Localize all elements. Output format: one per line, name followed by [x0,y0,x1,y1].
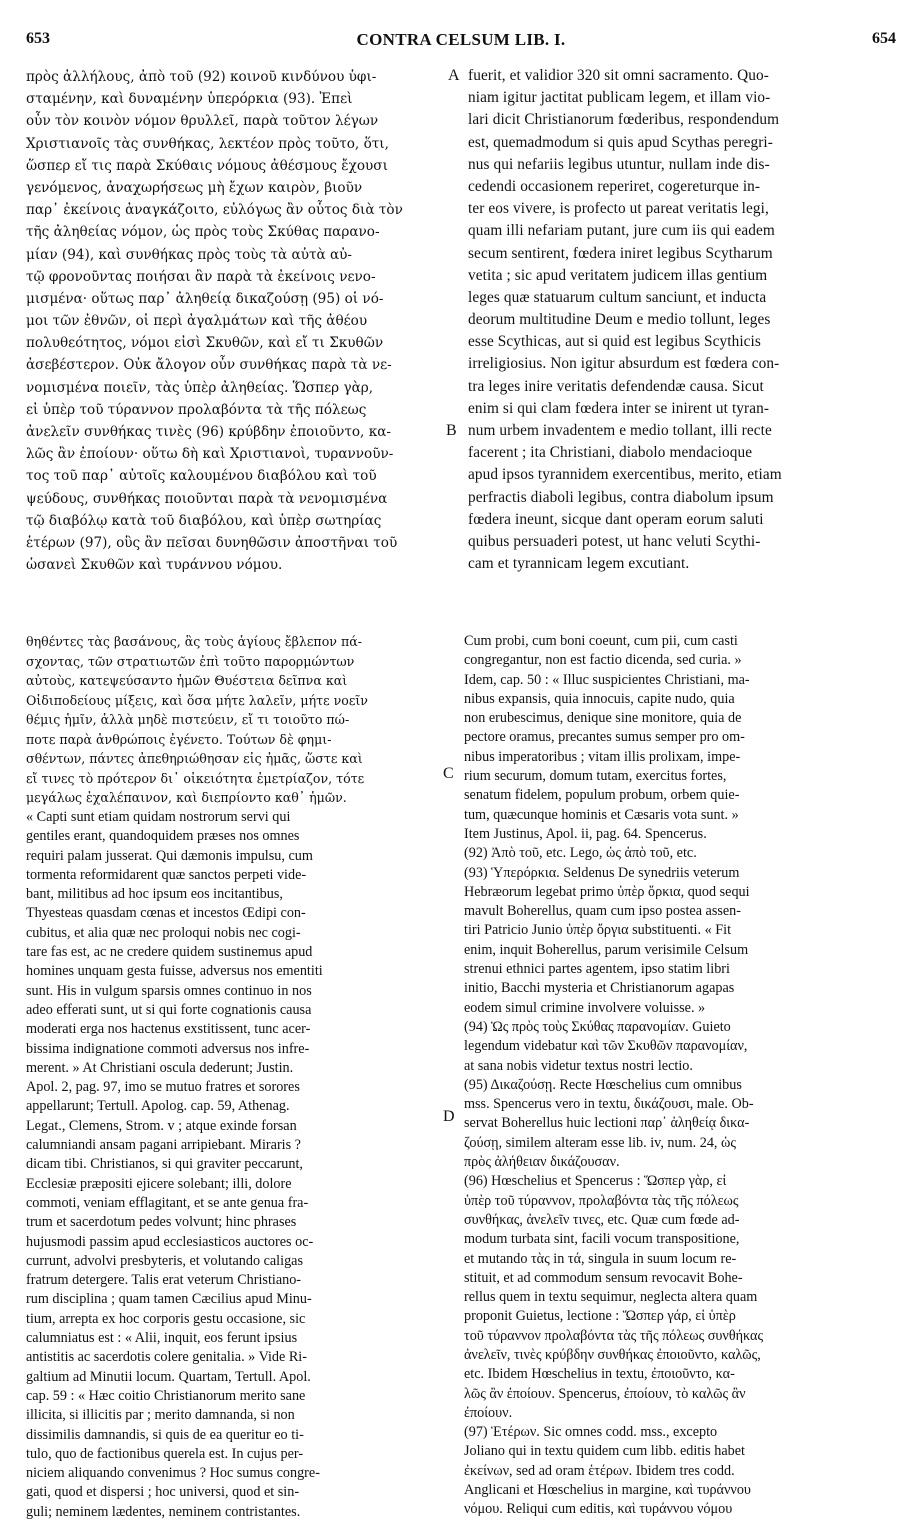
text-line: μεγάλως ἐχαλέπαινον, καὶ διεπρίοντο καθ᾽ ἡμῶν. [26,790,347,805]
text-line: guli; neminem lædentes, neminem contristantes. [26,1503,301,1520]
text-line: μοι τῶν ἐθνῶν, οἱ περὶ ἀγαλμάτων καὶ τῆς ἀθέου [26,313,368,330]
text-line: tare fas est, ac ne credere quidem sustinemus apud [26,944,313,961]
text-line: appellarunt; Tertull. Apolog. cap. 59, Athenag. [26,1098,290,1115]
text-line: currunt, advolvi presbyteris, et volutando caligas [26,1252,303,1269]
text-line: modum turbata sint, facili vocum transpositione, [464,1231,740,1248]
text-line: merent. » At Christiani oscula dederunt; Justin. [26,1059,294,1076]
text-line: τοῦ τύραννον προλαβόντα τὰς τῆς πόλεως συνθήκας [464,1327,764,1344]
text-line: λῶς ἂν ἐποίουν. Spencerus, ἐποίουν, τὸ καλῶς ἂν [464,1385,746,1402]
text-line: Οἰδιποδείους μίξεις, καὶ ὅσα μήτε λαλεῖν, μήτε νοεῖν [26,692,368,708]
text-line: ὥσπερ εἴ τις παρὰ Σκύθαις νόμους ἀθέσμους ἔχουσι [26,157,388,174]
text-line: gati, quod et dispersi ; hoc universi, quod et sin- [26,1484,300,1501]
text-line: cap. 59 : « Hæc coitio Christianorum merito sane [26,1387,306,1404]
text-line: ἐκείνων, sed ad oram ἑτέρων. Ibidem tres codd. [464,1462,735,1479]
greek-text-column [26,66,444,576]
text-line: Legat., Clemens, Strom. v ; atque exinde forsan [26,1117,297,1134]
text-line: facerent ; ita Christiani, diabolo mendacioque [468,444,753,462]
text-line: τῷ διαβόλῳ κατὰ τοῦ διαβόλου, καὶ ὑπὲρ σωτηρίας [26,512,382,529]
text-line: Χριστιανοῖς τὰς συνθήκας, λεκτέον πρὸς τοῦτο, ὅτι, [26,135,389,152]
text-line: at sana nobis videtur textus nostri lectio. [464,1057,693,1074]
text-line: Ecclesiæ præpositi ejicere solebant; illi, dolore [26,1175,292,1192]
text-line: enim si qui clam fœdera inter se inirent ut tyran- [468,399,770,417]
text-line: hujusmodi passim apud ecclesiasticos auctores oc- [26,1233,314,1250]
text-line: est, quemadmodum si quis apud Scythas peregri- [468,133,773,151]
running-title: CONTRA CELSUM LIB. I. [356,30,566,49]
margin-letter-c: C [443,765,454,782]
text-line: tum, quæcunque hominis et Cæsaris vota sunt. » [464,806,739,823]
text-line: enim, inquit Boherellus, parum verisimile Celsum [464,941,749,958]
text-line: fratrum detergere. Talis erat veterum Christiano- [26,1272,302,1289]
text-line: σθέντων, πάντες ἀπεθηριώθησαν εἰς ἡμᾶς, ὥστε καὶ [26,751,363,766]
text-line: num urbem invadentem e medio tollant, illi recte [468,422,772,439]
text-line: Item Justinus, Apol. ii, pag. 64. Spencerus. [464,825,707,842]
text-line: initio, Bacchi mysteria et Christianorum agapas [464,980,735,997]
text-line: ἀνελεῖν συνθήκας τινὲς (96) κρύβδην ἐποιοῦντο, κα- [26,424,391,440]
text-line: ποτε παρὰ ἀνθρώποις ἐγένετο. Τούτων δὲ φημι- [26,731,332,747]
text-line: (92) Ἀπὸ τοῦ, etc. Lego, ὡς ἀπὸ τοῦ, etc. [464,845,697,862]
text-line: sunt. His in vulgum sparsis omnes continuo in nos [26,982,312,999]
text-line: τος τοῦ παρ᾽ αὐτοῖς καλουμένου διαβόλου καὶ τοῦ [26,468,377,485]
text-line: leges quæ statuarum cultum sanciunt, et inducta [468,288,767,306]
text-line: ζούσῃ, similem alteram esse lib. iv, num. 24, ὡς [464,1134,736,1151]
text-line: οὖν τὸν κοινὸν νόμον θρυλλεῖ, παρὰ τοῦτον λέγων [26,113,379,130]
text-line: fœdera ineunt, sicque dant operam eorum saluti [468,510,764,528]
text-line: homines unquam gesta fuisse, adversus nos ementiti [26,963,323,980]
text-line: (97) Ἑτέρων. Sic omnes codd. mss., excepto [464,1424,718,1441]
text-line: Thyesteas quasdam cœnas et incestos Œdipi con- [26,905,306,922]
text-line: Apol. 2, pag. 97, imo se mutuo fratres et sorores [26,1079,300,1096]
text-line: quam illi nefariam putant, jure cum iis qui eadem [468,222,775,240]
text-line: νομισμένα ποιεῖν, τὰς ὑπὲρ ἀληθείας. Ὥσπερ γὰρ, [26,379,374,396]
text-line: μισμένα· οὕτως παρ᾽ ἀληθείᾳ δικαζούσῃ (95) οἱ νό- [26,290,384,307]
text-line: pectore oramus, precantes sumus semper pro om- [464,729,745,746]
text-line: σταμένην, καὶ δυναμένην ὑπερόρκια (93). Ἐπεὶ [26,91,353,108]
text-line: illicita, si illicitis par ; merito damnanda, si non [26,1407,295,1424]
text-line: « Capti sunt etiam quidam nostrorum servi qui [26,809,291,825]
text-line: cedendi occasionem reperiret, cogereturque in- [468,177,761,195]
text-line: πρὸς ἀλλήλους, ἀπὸ τοῦ (92) κοινοῦ κινδύνου ὑφι- [26,69,377,85]
text-line: εἰ ὑπὲρ τοῦ τύραννον προλαβόντα τὰ τῆς πόλεως [26,401,367,418]
text-line: Anglicani et Hœschelius in margine, καὶ τυράννου [464,1482,751,1499]
text-line: bant, militibus ad hoc ipsum eos incitantibus, [26,886,283,903]
text-line: servat Boherellus huic lectioni παρ᾽ ἀληθείᾳ δικα- [464,1115,750,1132]
text-line: tormenta reformidarent quæ sanctos perpeti vide- [26,866,307,883]
text-line: τῆς ἀληθείας νόμον, ὡς πρὸς τοὺς Σκύθας παρανο- [26,224,380,241]
text-line: secum sentirent, fœdera iniret legibus Scytharum [468,244,773,262]
margin-letter-b: B [446,422,457,439]
text-line: nibus expansis, quia innocuis, capite nudo, quia [464,690,735,707]
text-line: παρ᾽ ἐκείνοις ἀναγκάζοιτο, εὐλόγως ἂν οὗτος διὰ τὸν [26,202,403,219]
text-line: deorum multitudine Deum e medio tollunt, leges [468,311,771,329]
text-line: nus qui nefariis legibus utuntur, nullam inde dis- [468,155,770,173]
text-line: πρὸς ἀλήθειαν δικάζουσαν. [464,1154,620,1171]
text-line: ἐποίουν. [464,1404,513,1421]
text-line: γενόμενος, ἀναχωρήσεως μὴ ἔχων καιρὸν, βιοῦν [26,179,363,196]
text-line: proponit Guietus, lectione : Ὥσπερ γάρ, εἰ ὑπὲρ [464,1308,736,1325]
text-line: dicam tibi. Christianos, si qui graviter peccarunt, [26,1156,303,1173]
text-line: tium, arrepta ex hoc corporis gestu occasione, sic [26,1310,306,1327]
text-line: Joliano qui in textu quidem cum libb. editis habet [464,1443,745,1460]
text-line: μίαν (94), καὶ συνθήκας πρὸς τοὺς τὰ αὐτὰ αὐ- [26,246,353,263]
text-line: Hebræorum legebat primo ὑπὲρ ὅρκια, quod sequi [464,883,750,900]
text-line: ἀνελεῖν, τινὲς κρύβδην συνθήκας ἐποιοῦντο, καλῶς, [464,1346,761,1363]
latin-translation-column [468,65,908,575]
text-line: Idem, cap. 50 : « Illuc suspicientes Christiani, ma- [464,671,750,688]
text-line: συνθήκας, ἀνελεῖν τινες, etc. Quæ cum fœde ad- [464,1211,740,1228]
text-line: niciem aliquando convenimus ? Hoc sumus congre- [26,1465,320,1482]
text-line: trum et sacerdotum pedes volvunt; hinc phrases [26,1214,297,1231]
text-line: senatum fidelem, populum probum, orbem quie- [464,787,740,804]
text-line: σχοντας, τῶν στρατιωτῶν ἐπὶ τοῦτο παρορμώντων [26,653,355,669]
text-line: lari dicit Christianorum fœderibus, respondendum [468,111,780,129]
text-line: ter eos vivere, is profecto ut pareat veritatis legi, [468,200,769,218]
text-line: cubitus, et alia quæ nec proloqui nobis nec cogi- [26,924,301,941]
text-line: bissima indignatione commoti adversus nos infre- [26,1040,310,1057]
notes-left-column [26,808,444,1522]
text-line: apud ipsos tyrannidem exercentibus, merito, etiam [468,466,782,484]
text-line: niam igitur jactitat publicam legem, et illam vio- [468,89,771,107]
text-line: strenui ethnici partes agentem, ipso statim libri [464,961,730,978]
text-line: requiri palam jusserat. Qui dæmonis impulsu, cum [26,847,313,864]
text-line: rum disciplina ; quam tamen Cæcilius apud Minu- [26,1291,312,1308]
notes-right-column [464,632,908,1520]
text-line: (94) Ὡς πρὸς τοὺς Σκύθας παρανομίαν. Guieto [464,1018,731,1035]
margin-letter-d: D [443,1108,455,1125]
text-line: (95) Δικαζούσῃ. Recte Hœschelius cum omnibus [464,1076,742,1093]
text-line: calumniatus est : « Alii, inquit, eos ferunt ipsius [26,1330,298,1347]
text-line: perfractis diaboli legibus, contra diabolum ipsum [468,488,774,506]
text-line: nibus imperatoribus ; vitam illis prolixam, impe- [464,748,741,765]
text-line: tiri Patricio Junio ὑπὲρ ὄργια substituenti. « Fit [464,922,732,939]
text-line: (96) Hœschelius et Spencerus : Ὥσπερ γὰρ, εἰ [464,1173,727,1190]
text-line: νόμου. Reliqui cum editis, καὶ τυράννου νόμου [464,1501,733,1518]
text-line: stituit, et ad commodum sensum revocavit Bohe- [464,1269,743,1286]
page-number-right: 654 [872,30,896,47]
margin-letter-a: A [448,67,460,84]
text-line: mss. Spencerus vero in textu, δικάζουσι, male. Ob- [464,1096,754,1113]
text-line: ἀσεβέστερον. Οὐκ ἄλογον οὖν συνθήκας παρὰ τὰ νε- [26,357,392,374]
text-line: rellus quem in textu sequimur, neglecta altera quam [464,1289,758,1306]
text-line: adeo efferati sunt, ut si qui forte cognationis causa [26,1001,312,1018]
text-line: ψεύδους, συνθήκας ποιοῦνται παρὰ τὰ νενομισμένα [26,490,388,507]
text-line: non erubescimus, denique sine monitore, quia de [464,710,742,727]
text-line: tulo, quo de factionibus querela est. In cujus per- [26,1445,304,1462]
text-line: esse Scythicas, aut si quid est legibus Scythicis [468,333,761,351]
text-line: gentiles erant, quandoquidem præses nos omnes [26,828,300,845]
text-line: Cum probi, cum boni coeunt, cum pii, cum casti [464,633,738,649]
text-line: πολυθεότητος, νόμοι εἰσὶ Σκυθῶν, καὶ εἴ τι Σκυθῶν [26,335,384,352]
text-line: legendum videbatur καὶ τῶν Σκυθῶν παρανομίαν, [464,1038,748,1055]
text-line: quibus persuaderi potest, ut hanc veluti Scythi- [468,532,761,550]
text-line: rium securum, domum tutam, exercitus fortes, [464,768,727,785]
text-line: (93) Ὑπερόρκια. Seldenus De synedriis veterum [464,864,740,881]
text-line: congregantur, non est factio dicenda, sed curia. » [464,652,742,669]
text-line: irreligiosius. Non igitur absurdum est fœdera con- [468,355,780,373]
text-line: ἑτέρων (97), οὓς ἂν πεῖσαι δυνηθῶσιν ἀποστῆναι τοῦ [26,534,398,551]
text-line: θέμις ἡμῖν, ἀλλὰ μηδὲ πιστεύειν, εἴ τι τοιοῦτο πώ- [26,712,350,727]
text-line: galtium ad Minutii locum. Quartam, Tertull. Apol. [26,1368,311,1385]
text-line: eodem simul crimine involvere voluisse. » [464,999,706,1016]
text-line: fuerit, et validior 320 sit omni sacramento. Quo- [468,67,769,84]
text-line: cam et tyrannicam legem excutiant. [468,555,690,573]
text-line: αὐτοὺς, κατεψεύσαντο ἡμῶν Θυέστεια δεῖπνα καὶ [26,673,348,688]
text-line: τῷ φρονοῦντας ποιήσαι ἂν παρὰ τὰ ἐκείνοις νενο- [26,268,376,285]
text-line: ὑπὲρ τοῦ τύραννον, προλαβόντα τὰς τῆς πόλεως [464,1192,739,1209]
text-line: et mutando τὰς in τά, singula in suum locum re- [464,1250,737,1267]
text-line: ὡσανεὶ Σκυθῶν καὶ τυράννου νόμου. [26,557,283,574]
text-line: moderati erga nos hactenus exstitissent, tunc acer- [26,1021,311,1038]
text-line: antistitis ac sacerdotis colere genitalia. » Vide Ri- [26,1349,307,1366]
text-line: commoti, veniam efflagitant, et se ante genua fra- [26,1194,309,1211]
text-line: dissimilis damnandis, si quis de ea queritur eo ti- [26,1426,304,1443]
text-line: εἴ τινες τὸ πρότερον δι᾽ οἰκειότητα ἐμετρίαζον, τότε [26,770,365,786]
text-line: calumniandi ansam pagani arripiebant. Miraris ? [26,1137,301,1154]
running-header [26,30,896,56]
text-line: tra leges inire veritatis defendendæ causa. Sicut [468,377,764,395]
text-line: θηθέντες τὰς βασάνους, ἃς τοὺς ἁγίους ἔβλεπον πά- [26,634,362,649]
text-line: vetita ; sic apud veritatem judicem illas gentium [468,266,768,284]
text-line: λῶς ἂν ἐποίουν· οὕτω δὴ καὶ Χριστιανοὶ, τυραννοῦν- [26,446,394,463]
text-line: mavult Boherellus, quam cum ipso postea assen- [464,903,741,920]
text-line: etc. Ibidem Hœschelius in textu, ἐποιοῦντο, κα- [464,1366,735,1383]
notes-greek-quotation [26,632,444,808]
page-number-left: 653 [26,30,50,47]
